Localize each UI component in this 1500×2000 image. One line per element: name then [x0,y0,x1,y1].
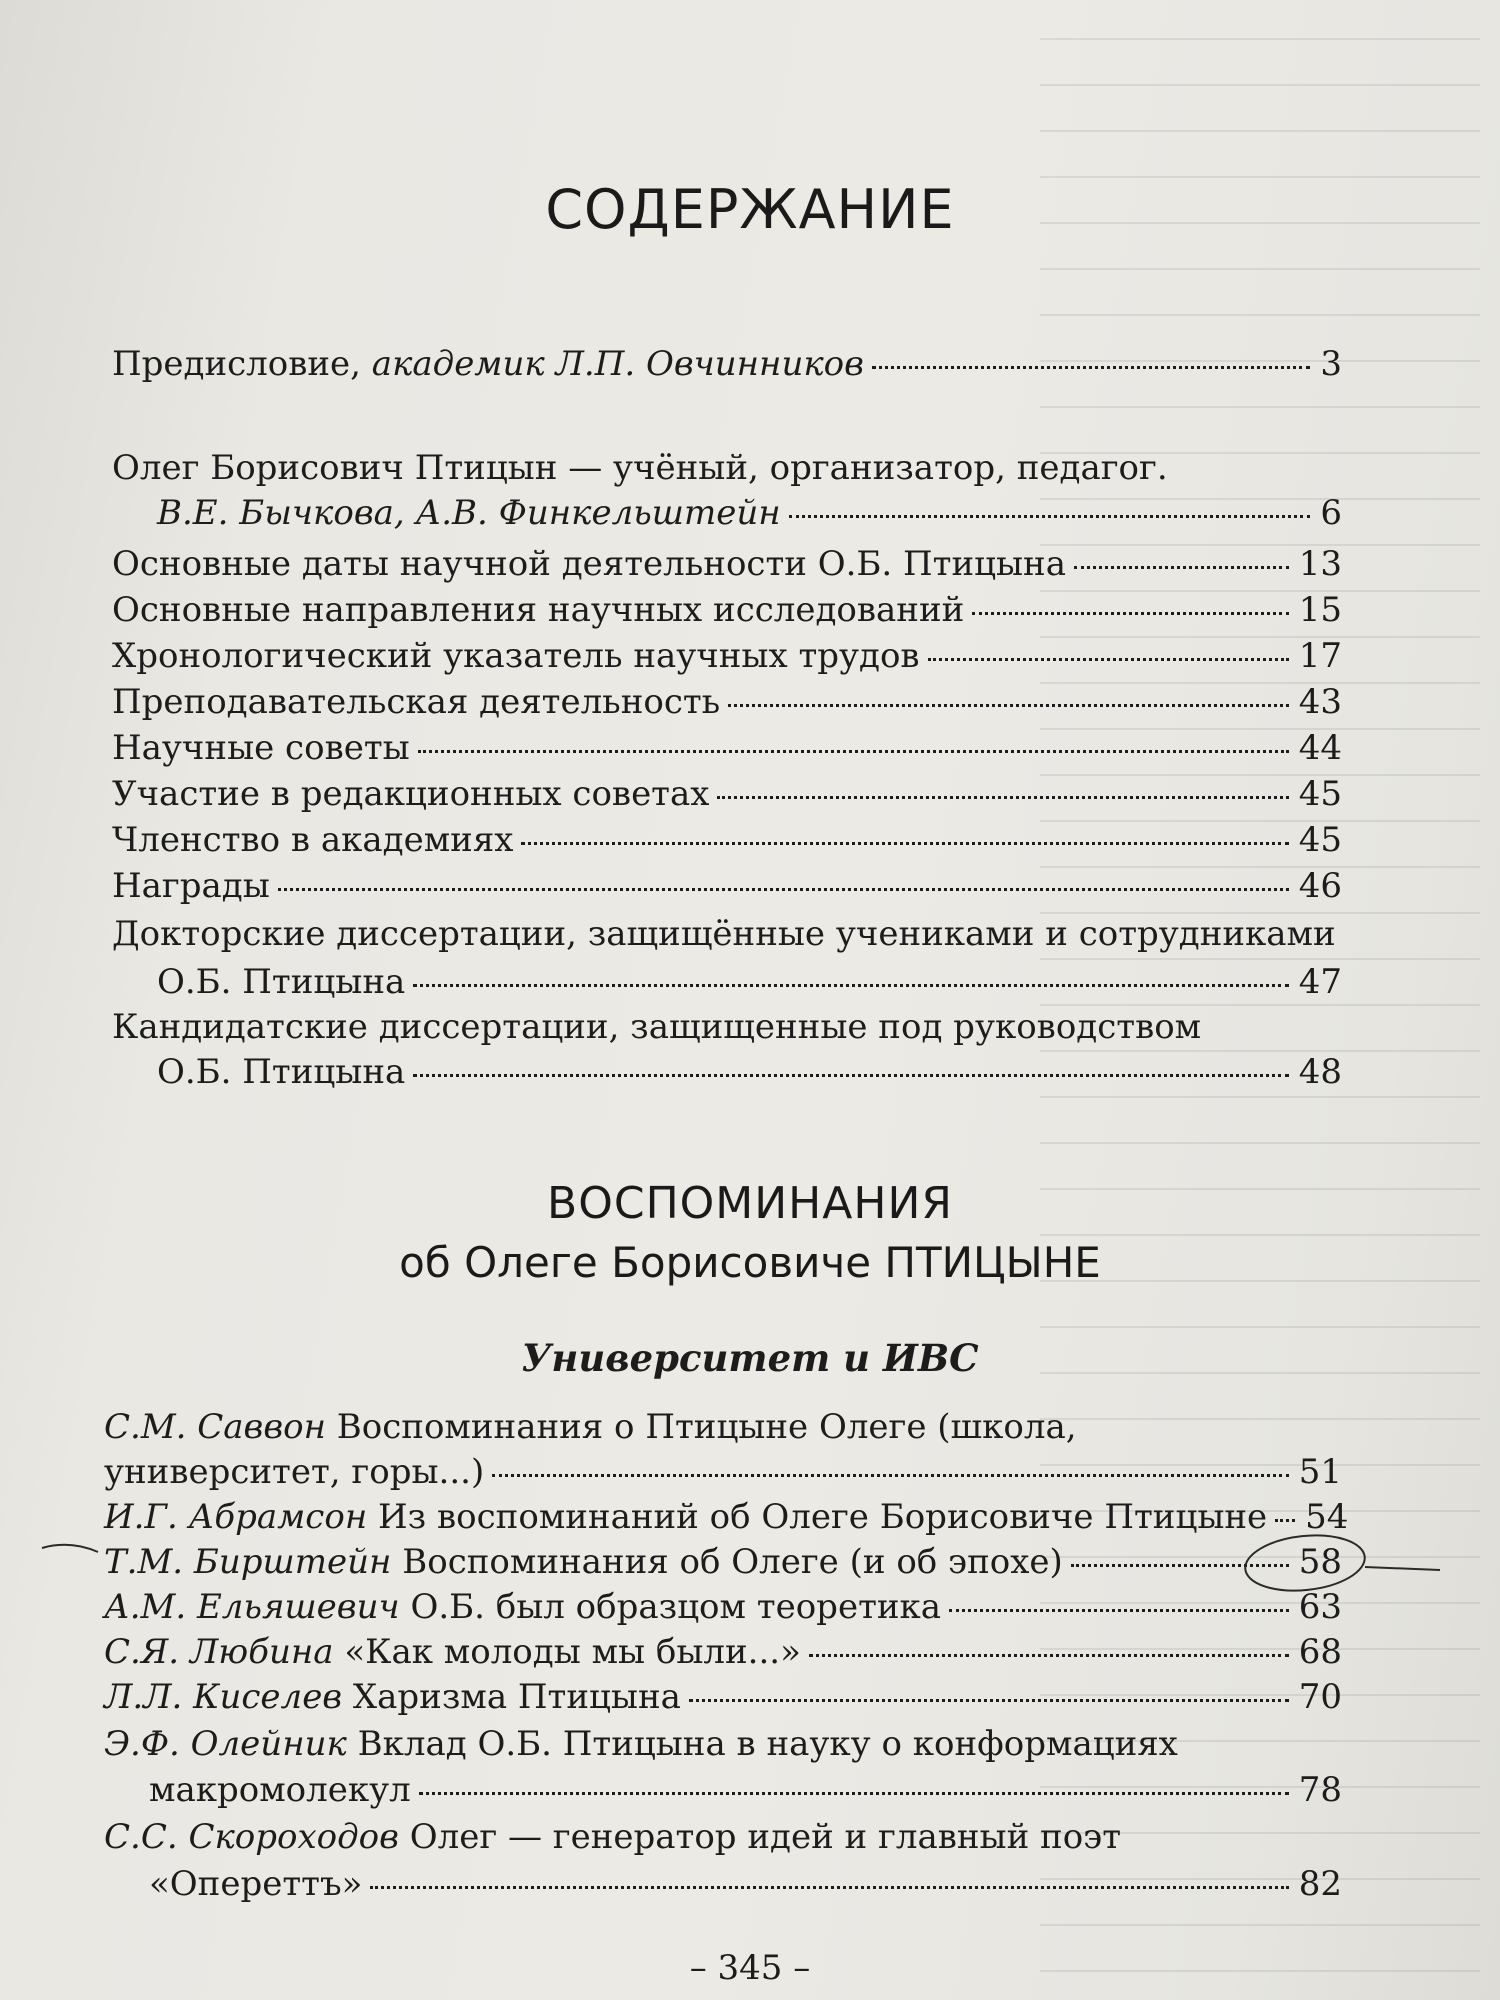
memoir-continuation: макромолекул [149,1770,411,1810]
memoir-page: 54 [1305,1497,1349,1537]
memoir-continuation: «Опереттъ» [149,1864,363,1904]
memoir-author: Т.М. Бирштейн [104,1542,392,1582]
memoir-title: Олег — генератор идей и главный поэт [409,1817,1122,1857]
toc-entry-continuation: О.Б. Птицына [157,1052,406,1092]
memoir-page: 51 [1298,1452,1342,1492]
toc-entry-page: 47 [1298,962,1342,1002]
memoir-title: Харизма Птицына [352,1677,681,1717]
toc-entry-page: 44 [1298,728,1342,768]
toc-entry-title: Основные даты научной деятельности О.Б. Птицына [112,544,1066,584]
toc-entry-title: Членство в академиях [112,820,514,860]
memoir-title: «Как молоды мы были...» [344,1632,801,1672]
page-number: – 345 – [689,1948,811,1988]
pen-stroke-right [1365,1567,1440,1570]
section-heading: Университет и ИВС [521,1336,979,1380]
toc-entry-page: 45 [1298,820,1342,860]
memoir-page: 70 [1298,1677,1342,1717]
memoir-page: 58 [1298,1542,1342,1582]
toc-entry-page: 46 [1298,866,1342,906]
toc-entry-title: Хронологический указатель научных трудов [112,636,920,676]
memoir-author: И.Г. Абрамсон [104,1497,368,1537]
memoir-title: О.Б. был образцом теоретика [410,1587,942,1627]
toc-entry-page: 45 [1298,774,1342,814]
memoirs-subheading: об Олеге Борисовиче ПТИЦЫНЕ [399,1238,1101,1287]
contents-heading: СОДЕРЖАНИЕ [545,178,955,241]
toc-entry-title: Награды [112,866,270,906]
toc-entry-page: 43 [1298,682,1342,722]
memoir-title: Воспоминания о Птицыне Олеге (школа, [336,1407,1077,1447]
memoir-author: С.Я. Любина [104,1632,334,1672]
memoir-page: 82 [1298,1864,1342,1904]
toc-entry-page: 48 [1298,1052,1342,1092]
memoir-page: 78 [1298,1770,1342,1810]
toc-entry-title: Участие в редакционных советах [112,774,710,814]
memoir-page: 63 [1298,1587,1342,1627]
memoir-page: 68 [1298,1632,1342,1672]
toc-entry-title: Научные советы [112,728,410,768]
memoir-author: С.С. Скороходов [104,1817,399,1857]
memoir-title: Воспоминания об Олеге (и об эпохе) [402,1542,1063,1582]
toc-entry-author: академик Л.П. Овчинников [371,344,864,384]
toc-entry-title: Кандидатские диссертации, защищенные под руководством [112,1007,1202,1047]
memoir-title: Вклад О.Б. Птицына в науку о конформациях [357,1724,1178,1764]
memoir-author: Л.Л. Киселев [104,1677,343,1717]
pen-circle [1243,1530,1368,1596]
memoir-title: Из воспоминаний об Олеге Борисовиче Птицыне [378,1497,1268,1537]
memoir-author: Э.Ф. Олейник [104,1724,347,1764]
memoir-author: А.М. Ельяшевич [104,1587,400,1627]
toc-entry-title: Олег Борисович Птицын — учёный, организатор, педагог. [112,448,1168,488]
toc-entry-page: 17 [1298,636,1342,676]
toc-entry-author: В.Е. Бычкова, А.В. Финкельштейн [157,493,781,533]
toc-entry-continuation: О.Б. Птицына [157,962,406,1002]
memoir-continuation: университет, горы...) [104,1452,485,1492]
toc-entry-page: 13 [1298,544,1342,584]
memoirs-heading: ВОСПОМИНАНИЯ [547,1178,953,1229]
toc-entry-title: Преподавательская деятельность [112,682,721,722]
toc-entry-title: Основные направления научных исследований [112,590,965,630]
memoir-author: С.М. Саввон [104,1407,326,1447]
toc-entry-title: Предисловие, [112,344,361,384]
toc-entry-page: 6 [1320,493,1342,533]
toc-entry-title: Докторские диссертации, защищённые учениками и сотрудниками [112,914,1336,954]
pen-stroke-left [42,1545,98,1552]
toc-entry-page: 3 [1320,344,1342,384]
toc-entry-page: 15 [1298,590,1342,630]
